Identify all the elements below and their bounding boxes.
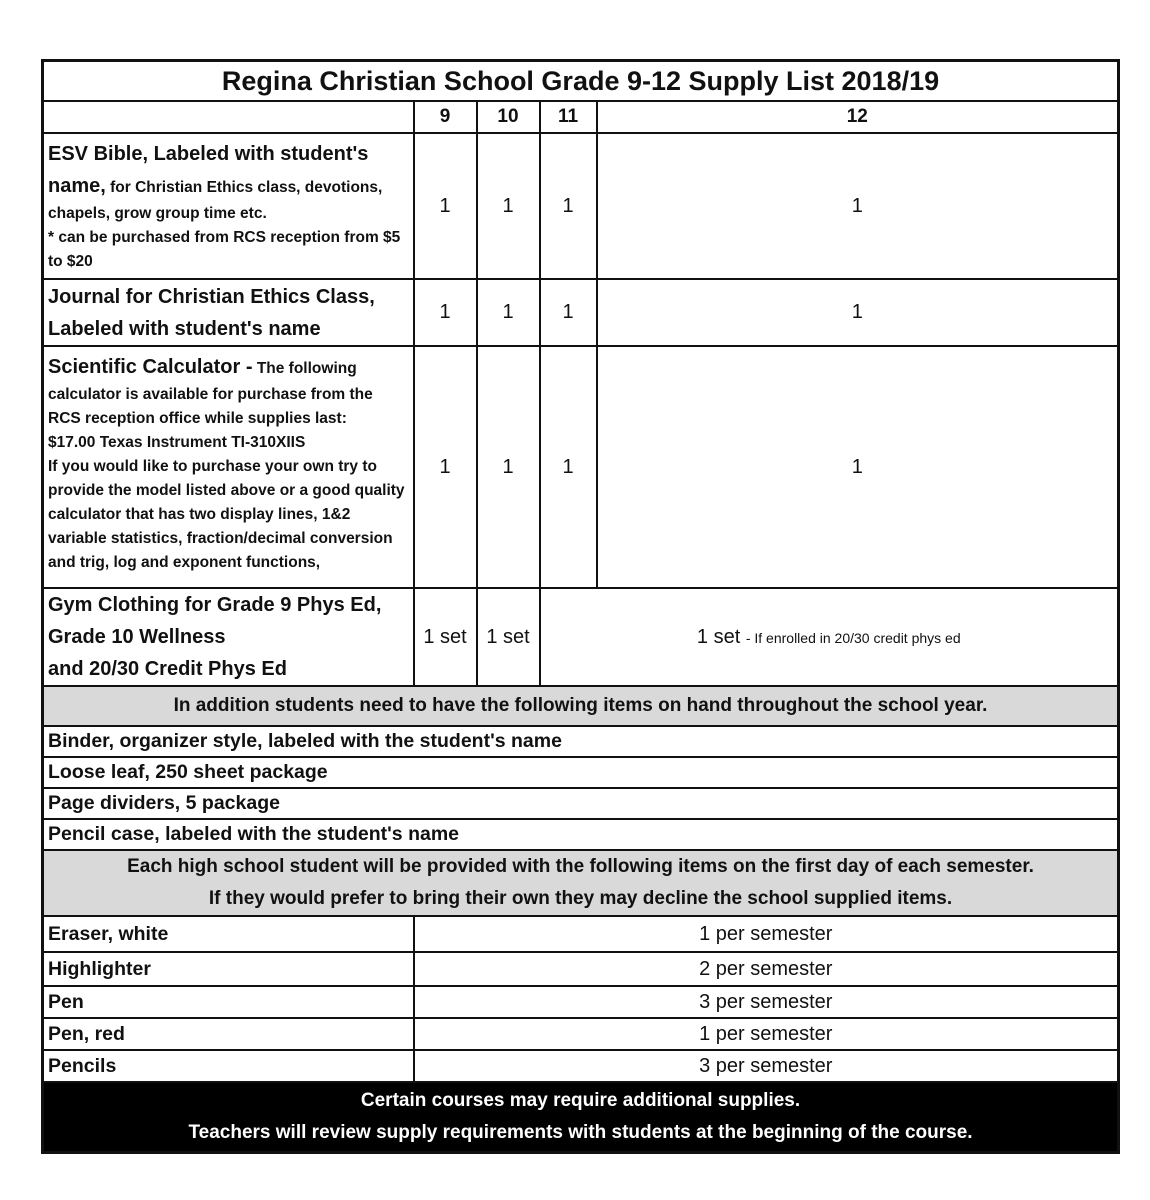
gym-qty-note: - If enrolled in 20/30 credit phys ed xyxy=(745,629,961,646)
bible-desc: for Christian Ethics class, devotions, chapels, grow group time etc. xyxy=(48,179,383,222)
calculator-qty-12: 1 xyxy=(597,346,1119,588)
grade-header-row xyxy=(43,101,1119,133)
grade-12-header: 12 xyxy=(597,101,1119,133)
journal-qty-9: 1 xyxy=(414,279,477,346)
provided-item-name: Highlighter xyxy=(43,952,414,986)
bible-row xyxy=(43,133,1119,279)
journal-item xyxy=(43,279,414,346)
provided-item-name: Eraser, white xyxy=(43,916,414,952)
header-item-blank xyxy=(43,101,414,133)
gym-line-2: Grade 10 Wellness xyxy=(48,626,226,648)
calculator-desc-3: If you would like to purchase your own try to provide the model listed above or a good quality calculator that has two display lines, 1&2 variable statistics, fraction/decimal conversion and trig, log and exponent functions, xyxy=(48,458,405,571)
bible-qty-10: 1 xyxy=(477,133,540,279)
provided-row-eraser xyxy=(43,916,1119,952)
calculator-row xyxy=(43,346,1119,588)
footer-note xyxy=(43,1082,1119,1152)
addition-item-page-dividers: Page dividers, 5 package xyxy=(43,788,1119,819)
page-title: Regina Christian School Grade 9-12 Supply List 2018/19 xyxy=(43,61,1119,102)
bible-qty-9: 1 xyxy=(414,133,477,279)
journal-qty-12: 1 xyxy=(597,279,1119,346)
provided-item-qty: 3 per semester xyxy=(414,1050,1119,1082)
gym-item xyxy=(43,588,414,686)
calculator-qty-10: 1 xyxy=(477,346,540,588)
calculator-name: Scientific Calculator - xyxy=(48,356,253,378)
gym-line-1: Gym Clothing for Grade 9 Phys Ed, xyxy=(48,594,382,616)
provided-row-pencils xyxy=(43,1050,1119,1082)
footer-line-1: Certain courses may require additional supplies. xyxy=(360,1089,801,1111)
journal-qty-11: 1 xyxy=(540,279,597,346)
provided-item-name: Pen, red xyxy=(43,1018,414,1050)
provided-item-name: Pen xyxy=(43,986,414,1018)
provided-item-name: Pencils xyxy=(43,1050,414,1082)
bible-name: ESV Bible, Labeled with student's xyxy=(48,143,369,165)
supply-list-sheet xyxy=(41,59,1117,1154)
supply-table xyxy=(41,59,1120,1154)
calculator-desc: The following calculator is available for purchase from the RCS reception office while supplies last: xyxy=(48,360,373,427)
footer-line-2: Teachers will review supply requirements with students at the beginning of the course. xyxy=(188,1121,973,1143)
calculator-qty-11: 1 xyxy=(540,346,597,588)
provided-item-qty: 1 per semester xyxy=(414,916,1119,952)
provided-row-highlighter xyxy=(43,952,1119,986)
provided-item-qty: 1 per semester xyxy=(414,1018,1119,1050)
addition-item-pencil-case: Pencil case, labeled with the student's name xyxy=(43,819,1119,850)
bible-item xyxy=(43,133,414,279)
gym-qty-11-12 xyxy=(540,588,1119,686)
grade-11-header: 11 xyxy=(540,101,597,133)
journal-name: Journal for Christian Ethics Class, xyxy=(48,285,375,308)
bible-qty-11: 1 xyxy=(540,133,597,279)
provided-row-pen xyxy=(43,986,1119,1018)
provided-header-line-2: If they would prefer to bring their own they may decline the school supplied items. xyxy=(208,888,953,909)
provided-item-qty: 3 per semester xyxy=(414,986,1119,1018)
calculator-item xyxy=(43,346,414,588)
gym-row xyxy=(43,588,1119,686)
provided-header xyxy=(43,850,1119,916)
bible-desc-2: * can be purchased from RCS reception from $5 to $20 xyxy=(48,229,401,270)
provided-header-line-1: Each high school student will be provided with the following items on the first day of each semester. xyxy=(127,856,1034,877)
addition-item-loose-leaf: Loose leaf, 250 sheet package xyxy=(43,757,1119,788)
journal-row xyxy=(43,279,1119,346)
addition-item-binder: Binder, organizer style, labeled with the student's name xyxy=(43,726,1119,757)
grade-9-header: 9 xyxy=(414,101,477,133)
gym-qty-9: 1 set xyxy=(414,588,477,686)
calculator-qty-9: 1 xyxy=(414,346,477,588)
calculator-price: $17.00 Texas Instrument TI-310XIIS xyxy=(48,434,306,451)
provided-item-qty: 2 per semester xyxy=(414,952,1119,986)
gym-qty-10: 1 set xyxy=(477,588,540,686)
journal-qty-10: 1 xyxy=(477,279,540,346)
addition-header: In addition students need to have the following items on hand throughout the school year. xyxy=(43,686,1119,726)
provided-row-pen-red xyxy=(43,1018,1119,1050)
bible-qty-12: 1 xyxy=(597,133,1119,279)
journal-name-2: Labeled with student's name xyxy=(48,317,321,340)
grade-10-header: 10 xyxy=(477,101,540,133)
bible-name-2: name, xyxy=(48,175,106,197)
gym-line-3: and 20/30 Credit Phys Ed xyxy=(48,658,287,680)
gym-qty-11-12-value: 1 set xyxy=(696,625,741,648)
